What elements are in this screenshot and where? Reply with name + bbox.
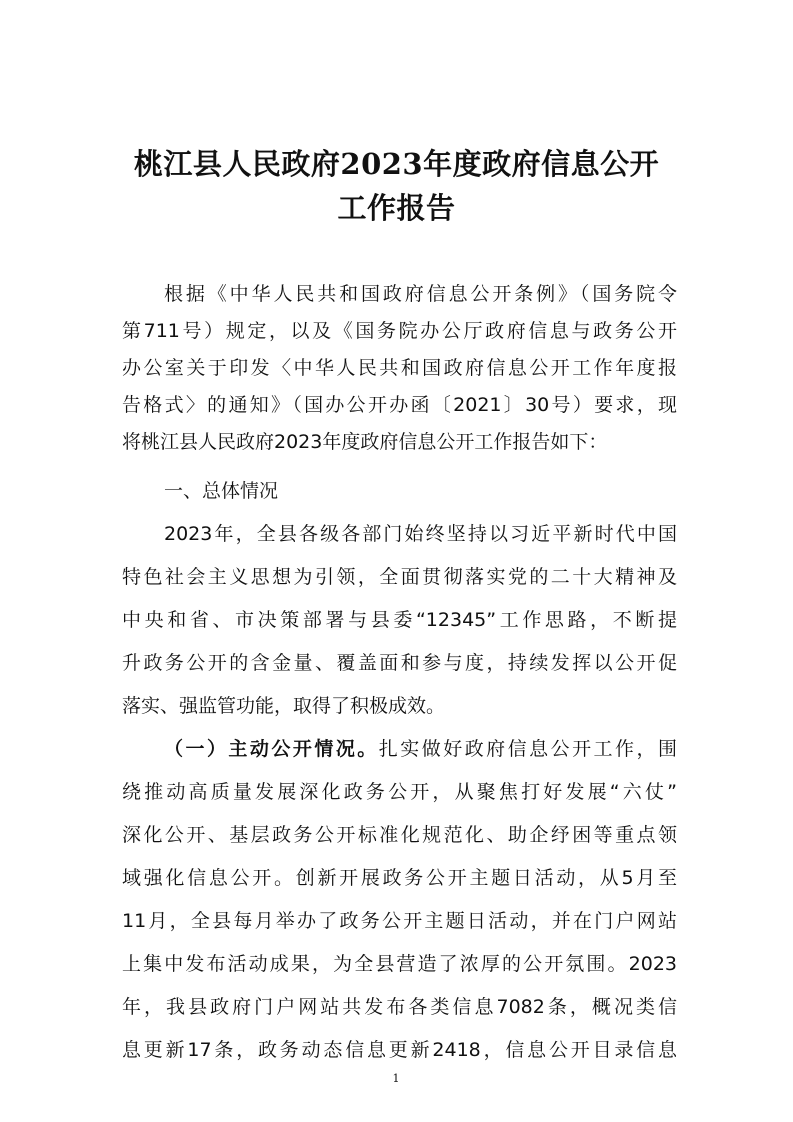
- paragraph-line: 年，我县政府门户网站共发布各类信息7082条，概况类信: [122, 996, 677, 1018]
- paragraph-line: 11月，全县每月举办了政务公开主题日活动，并在门户网站: [122, 910, 677, 932]
- paragraph-line: [164, 734, 677, 764]
- paragraph-line: 升政务公开的含金量、覆盖面和参与度，持续发挥以公开促: [122, 652, 677, 674]
- paragraph-line: 将桃江县人民政府2023年度政府信息公开工作报告如下：: [122, 431, 608, 453]
- section-heading-active-disclosure: （一）主动公开情况。: [164, 738, 379, 760]
- paragraph-line: 特色社会主义思想为引领，全面贯彻落实党的二十大精神及: [122, 566, 677, 588]
- paragraph-line: 第711号）规定，以及《国务院办公厅政府信息与政务公开: [122, 320, 677, 342]
- paragraph-line: 中央和省、市决策部署与县委“12345”工作思路，不断提: [122, 609, 677, 631]
- page-number: 1: [392, 1072, 400, 1085]
- paragraph-line: 2023年，全县各级各部门始终坚持以习近平新时代中国: [164, 523, 677, 545]
- report-title-line-1: 桃江县人民政府2023年度政府信息公开: [133, 147, 660, 181]
- paragraph-line: 办公室关于印发〈中华人民共和国政府信息公开工作年度报: [122, 357, 677, 379]
- paragraph-line: 绕推动高质量发展深化政务公开，从聚焦打好发展“六仗”: [122, 781, 677, 803]
- paragraph-line: 息更新17条，政务动态信息更新2418，信息公开目录信息: [122, 1039, 677, 1061]
- paragraph-line: 落实、强监管功能，取得了积极成效。: [122, 695, 446, 717]
- paragraph-line: 域强化信息公开。创新开展政务公开主题日活动，从5月至: [122, 867, 677, 889]
- paragraph-line: 上集中发布活动成果，为全县营造了浓厚的公开氛围。2023: [122, 953, 677, 975]
- section-heading-overview: 一、总体情况: [164, 480, 279, 502]
- paragraph-line: 告格式〉的通知》（国办公开办函〔2021〕30号）要求，现: [122, 394, 677, 416]
- paragraph-line: 根据《中华人民共和国政府信息公开条例》（国务院令: [164, 283, 677, 305]
- paragraph-line: 深化公开、基层政务公开标准化规范化、助企纾困等重点领: [122, 824, 677, 846]
- report-title-line-2: 工作报告: [337, 191, 456, 225]
- paragraph-text: 扎实做好政府信息公开工作，围: [378, 738, 677, 760]
